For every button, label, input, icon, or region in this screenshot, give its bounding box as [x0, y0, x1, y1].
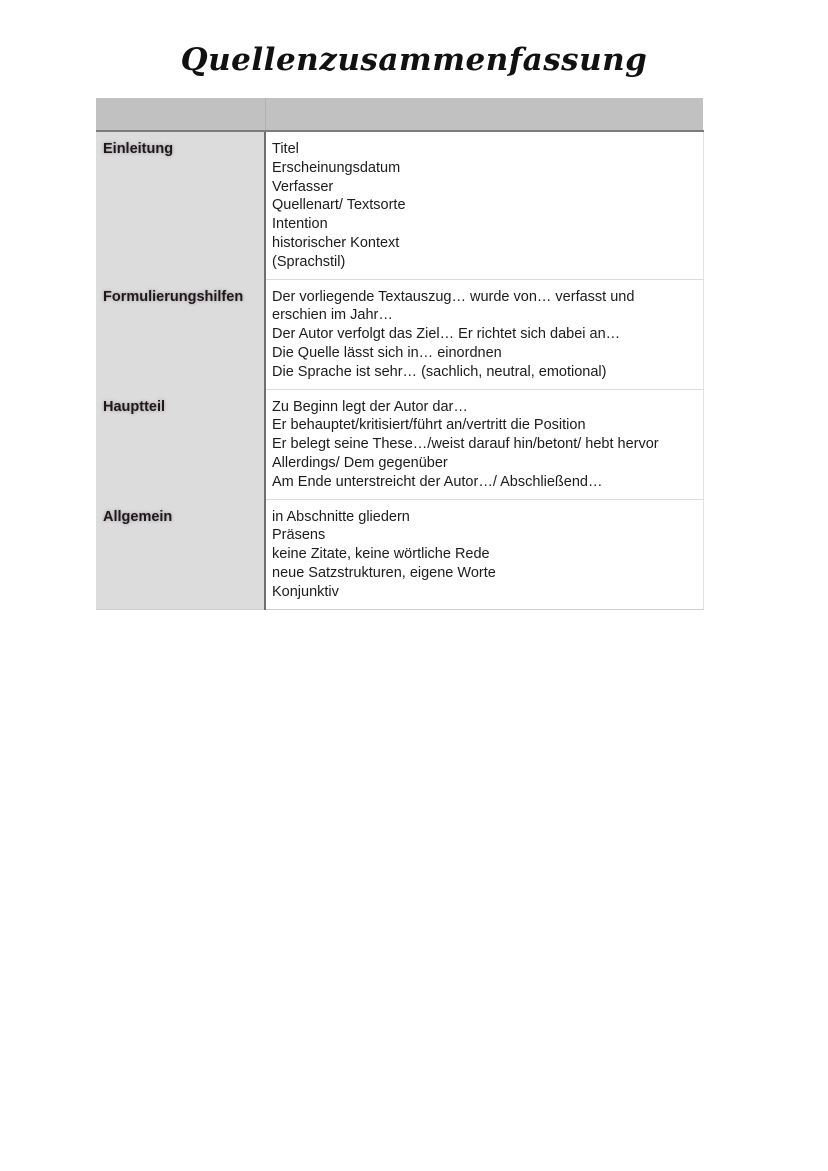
- content-line: Verfasser: [272, 178, 334, 195]
- content-line: Der Autor verfolgt das Ziel… Er richtet sich dabei an…: [272, 326, 621, 343]
- row-content-cell: [265, 279, 703, 389]
- header-cell-content: [265, 98, 703, 131]
- content-line: Er belegt seine These…/weist darauf hin/betont/ hebt hervor: [272, 436, 659, 453]
- content-line: Die Quelle lässt sich in… einordnen: [272, 344, 502, 361]
- row-content-cell: [265, 499, 703, 609]
- content-line: neue Satzstrukturen, eigene Worte: [272, 564, 496, 581]
- content-line: Konjunktiv: [272, 583, 339, 600]
- content-line: (Sprachstil): [272, 253, 346, 270]
- row-label-cell: [96, 131, 265, 279]
- content-line: Titel: [272, 141, 299, 157]
- header-cell-label: [96, 98, 265, 131]
- content-line: Er behauptet/kritisiert/führt an/vertritt die Position: [272, 417, 586, 434]
- row-content-cell: [265, 389, 703, 499]
- row-label-cell: [96, 389, 265, 499]
- row-label-cell: [96, 279, 265, 389]
- content-line: Präsens: [272, 527, 326, 544]
- page-title: [173, 38, 656, 82]
- content-line: erschien im Jahr…: [272, 307, 393, 324]
- table-row-hauptteil: [96, 389, 703, 499]
- summary-table: [96, 98, 704, 610]
- content-line: Zu Beginn legt der Autor dar…: [272, 398, 468, 415]
- content-line: in Abschnitte gliedern: [272, 508, 410, 525]
- page-title-text: Quellenzusammenfassung: [180, 42, 648, 78]
- row-content-cell: [265, 131, 703, 279]
- content-line: Der vorliegende Textauszug… wurde von… verfasst und: [272, 288, 635, 305]
- row-label: Einleitung: [103, 141, 174, 157]
- content-line: Erscheinungsdatum: [272, 159, 401, 176]
- content-line: Allerdings/ Dem gegenüber: [272, 454, 448, 471]
- content-line: keine Zitate, keine wörtliche Rede: [272, 546, 490, 563]
- row-label-cell: [96, 499, 265, 609]
- content-line: Am Ende unterstreicht der Autor…/ Abschließend…: [272, 473, 603, 490]
- row-label: Hauptteil: [103, 398, 166, 415]
- content-line: Die Sprache ist sehr… (sachlich, neutral, emotional): [272, 363, 607, 380]
- table-row-allgemein: [96, 499, 703, 609]
- table-header-row: [96, 98, 703, 131]
- row-label: Formulierungshilfen: [103, 288, 244, 305]
- content-line: historischer Kontext: [272, 234, 400, 251]
- content-line: Intention: [272, 216, 328, 233]
- row-label: Allgemein: [103, 508, 173, 525]
- table-row-einleitung: [96, 131, 703, 279]
- table-row-formulierungshilfen: [96, 279, 703, 389]
- content-line: Quellenart/ Textsorte: [272, 197, 406, 214]
- title-container: [0, 38, 828, 82]
